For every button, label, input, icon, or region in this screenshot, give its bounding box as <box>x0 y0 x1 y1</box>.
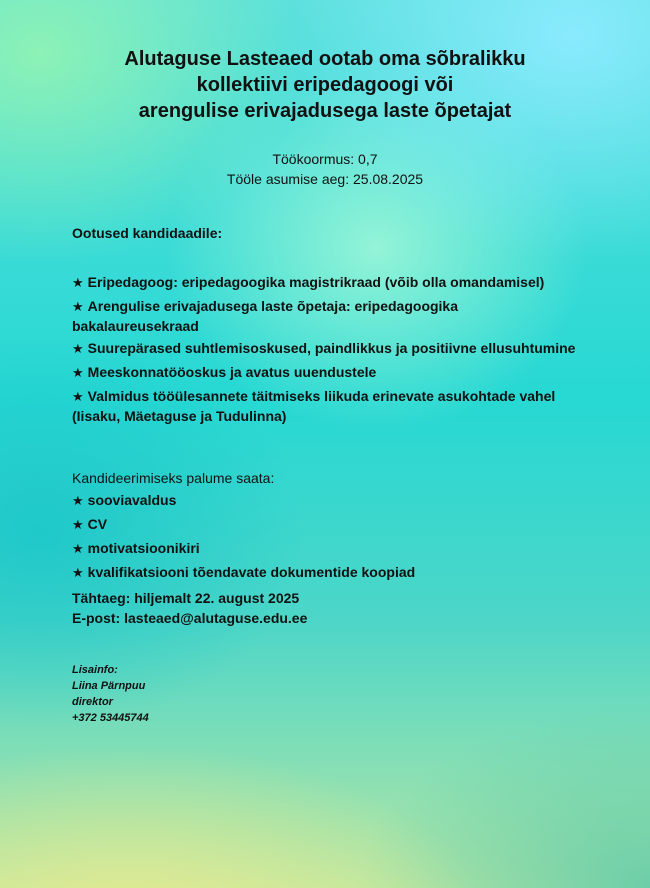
deadline-block <box>72 588 307 628</box>
list-item <box>72 539 582 559</box>
list-item <box>72 387 582 425</box>
contact-block <box>72 662 149 726</box>
list-item <box>72 273 582 293</box>
star-icon: ★ <box>72 566 84 581</box>
contact-role: direktor <box>72 696 113 708</box>
document-text: sooviavaldus <box>87 492 177 508</box>
poster-title <box>0 46 650 124</box>
expectation-text: Eripedagoog: eripedagoogika magistrikraad (võib olla omandamisel) <box>87 274 545 290</box>
expectation-text: Arengulise erivajadusega laste õpetaja: eripedagoogika bakalaureusekraad <box>72 298 459 334</box>
contact-phone: +372 53445744 <box>72 712 149 724</box>
star-icon: ★ <box>72 390 84 405</box>
document-text: motivatsioonikiri <box>87 540 200 556</box>
deadline-text: Tähtaeg: hiljemalt 22. august 2025 <box>72 590 300 606</box>
title-line-3: arengulise erivajadusega laste õpetajat <box>138 100 512 122</box>
expectation-text: Suurepärased suhtlemisoskused, paindlikkus ja positiivne ellusuhtumine <box>87 340 576 356</box>
expectation-text: Valmidus tööülesannete täitmiseks liikuda erinevate asukohtade vahel (Iisaku, Mäetaguse ja Tudulinna) <box>72 388 556 424</box>
star-icon: ★ <box>72 366 84 381</box>
contact-name: Liina Pärnpuu <box>72 680 146 692</box>
star-icon: ★ <box>72 494 84 509</box>
star-icon: ★ <box>72 276 84 291</box>
job-meta <box>0 149 650 189</box>
email-text: E-post: lasteaed@alutaguse.edu.ee <box>72 610 308 626</box>
title-line-1: Alutaguse Lasteaed ootab oma sõbralikku <box>124 48 526 70</box>
contact-label: Lisainfo: <box>72 664 118 676</box>
expectations-heading: Ootused kandidaadile: <box>72 225 223 241</box>
expectations-list <box>72 273 582 429</box>
star-icon: ★ <box>72 518 84 533</box>
start-date-text: Tööle asumise aeg: 25.08.2025 <box>226 171 424 187</box>
list-item <box>72 563 582 583</box>
list-item <box>72 339 582 359</box>
star-icon: ★ <box>72 342 84 357</box>
list-item <box>72 297 582 335</box>
star-icon: ★ <box>72 300 84 315</box>
application-documents-list <box>72 491 582 587</box>
workload-text: Töökoormus: 0,7 <box>272 151 378 167</box>
expectation-text: Meeskonnatööoskus ja avatus uuendustele <box>87 364 377 380</box>
document-text: CV <box>87 516 108 532</box>
list-item <box>72 363 582 383</box>
star-icon: ★ <box>72 542 84 557</box>
list-item <box>72 515 582 535</box>
list-item <box>72 491 582 511</box>
document-text: kvalifikatsiooni tõendavate dokumentide koopiad <box>87 564 416 580</box>
application-heading: Kandideerimiseks palume saata: <box>72 470 275 486</box>
title-line-2: kollektiivi eripedagoogi või <box>196 74 454 96</box>
